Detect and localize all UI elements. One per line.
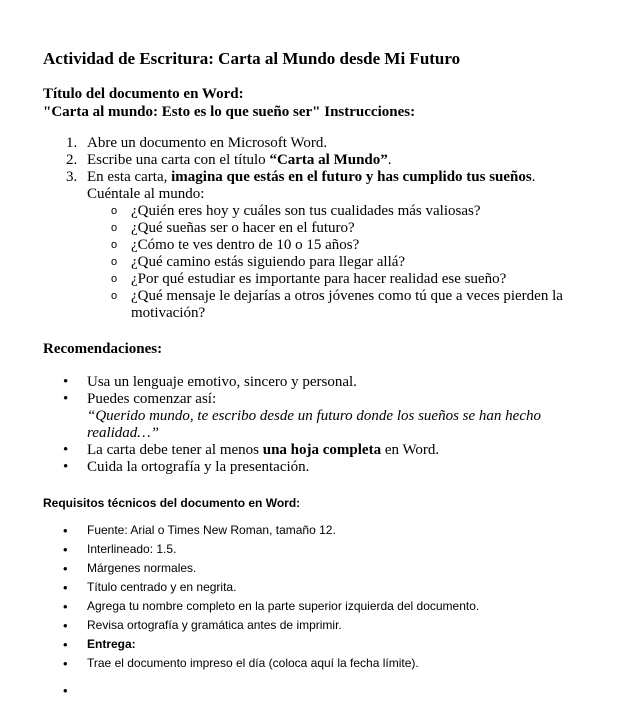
bullet-icon: • (63, 618, 68, 633)
instruction-bold-text: “Carta al Mundo” (269, 152, 388, 168)
instruction-item-1 (66, 135, 592, 152)
requirements-heading: Requisitos técnicos del documento en Word: (43, 496, 301, 510)
circle-bullet-icon: o (111, 205, 118, 217)
requirement-item (63, 521, 587, 540)
instruction-number: 3. (66, 169, 78, 185)
question-item (111, 203, 592, 220)
requirement-text: Agrega tu nombre completo en la parte superior izquierda del documento. (87, 599, 480, 613)
question-item (111, 271, 592, 288)
requirement-delivery-label: Entrega: (87, 637, 136, 651)
instruction-number: 2. (66, 152, 78, 168)
requirement-text: Fuente: Arial o Times New Roman, tamaño 12. (87, 523, 336, 537)
question-item (111, 254, 592, 271)
recommendation-text: La carta debe tener al menos (87, 442, 263, 458)
requirement-text: Márgenes normales. (87, 561, 197, 575)
bullet-icon: • (63, 374, 69, 390)
requirement-text: Interlineado: 1.5. (87, 542, 177, 556)
instruction-text: En esta carta, (87, 169, 172, 185)
requirement-item (63, 578, 587, 597)
bullet-icon: • (63, 637, 68, 652)
question-text: ¿Qué camino estás siguiendo para llegar allá? (131, 254, 406, 270)
recommendation-text: Usa un lenguaje emotivo, sincero y personal. (87, 374, 357, 390)
requirement-item (63, 635, 587, 654)
requirement-item (63, 654, 587, 673)
instruction-item-3 (66, 169, 592, 322)
instruction-text-end: . Cuéntale al mundo: (87, 169, 536, 202)
recommendation-item (63, 442, 557, 459)
bullet-icon: • (63, 442, 69, 458)
requirement-item (63, 597, 587, 616)
requirement-item (63, 540, 587, 559)
recommendation-text: Puedes comenzar así: (87, 391, 217, 407)
recommendations-heading: Recomendaciones: (43, 341, 163, 357)
circle-bullet-icon: o (111, 290, 118, 302)
recommendation-text: Cuida la ortografía y la presentación. (87, 459, 310, 475)
recommendation-item (63, 374, 557, 391)
recommendation-quote: “Querido mundo, te escribo desde un futuro donde los sueños se han hecho realidad…” (87, 408, 541, 441)
page-title: Actividad de Escritura: Carta al Mundo desde Mi Futuro (43, 49, 461, 68)
circle-bullet-icon: o (111, 239, 118, 251)
document-title-label: Título del documento en Word: (43, 86, 244, 102)
circle-bullet-icon: o (111, 273, 118, 285)
requirement-text: Título centrado y en negrita. (87, 580, 237, 594)
requirement-text: Revisa ortografía y gramática antes de imprimir. (87, 618, 342, 632)
question-list (87, 203, 592, 322)
bullet-icon: • (63, 580, 68, 595)
requirement-item (63, 616, 587, 635)
question-item (111, 288, 592, 322)
requirement-item (63, 559, 587, 578)
instructions-list (66, 135, 592, 322)
instruction-text-end: . (387, 152, 392, 168)
bullet-icon: • (63, 656, 68, 671)
bullet-icon: • (63, 391, 69, 407)
document-title-value: "Carta al mundo: Esto es lo que sueño ser" Instrucciones: (43, 104, 416, 120)
bullet-icon: • (63, 542, 68, 557)
recommendation-item (63, 391, 557, 442)
recommendation-text-end: en Word. (381, 442, 440, 458)
question-text: ¿Por qué estudiar es importante para hacer realidad ese sueño? (131, 271, 507, 287)
recommendations-list (63, 374, 557, 476)
question-text: ¿Qué mensaje le dejarías a otros jóvenes como tú que a veces pierden la motivación? (131, 288, 563, 321)
bullet-icon: • (63, 523, 68, 538)
instruction-text: Escribe una carta con el título (87, 152, 270, 168)
question-text: ¿Quién eres hoy y cuáles son tus cualidades más valiosas? (131, 203, 481, 219)
question-text: ¿Qué sueñas ser o hacer en el futuro? (131, 220, 355, 236)
requirement-text: Trae el documento impreso el día (coloca aquí la fecha límite). (87, 656, 419, 670)
document-title-block (43, 85, 415, 121)
bullet-icon: • (63, 459, 69, 475)
circle-bullet-icon: o (111, 256, 118, 268)
recommendation-bold-text: una hoja completa (262, 442, 382, 458)
question-text: ¿Cómo te ves dentro de 10 o 15 años? (131, 237, 360, 253)
instruction-text: Abre un documento en Microsoft Word. (87, 135, 328, 151)
instruction-item-2 (66, 152, 592, 169)
requirements-list (63, 521, 587, 698)
instruction-number: 1. (66, 135, 78, 151)
bullet-icon: • (63, 683, 68, 698)
instruction-bold-text: imagina que estás en el futuro y has cumplido tus sueños (171, 169, 532, 185)
bullet-icon: • (63, 599, 68, 614)
bullet-icon: • (63, 561, 68, 576)
question-item (111, 220, 592, 237)
circle-bullet-icon: o (111, 222, 118, 234)
question-item (111, 237, 592, 254)
recommendation-item (63, 459, 557, 476)
